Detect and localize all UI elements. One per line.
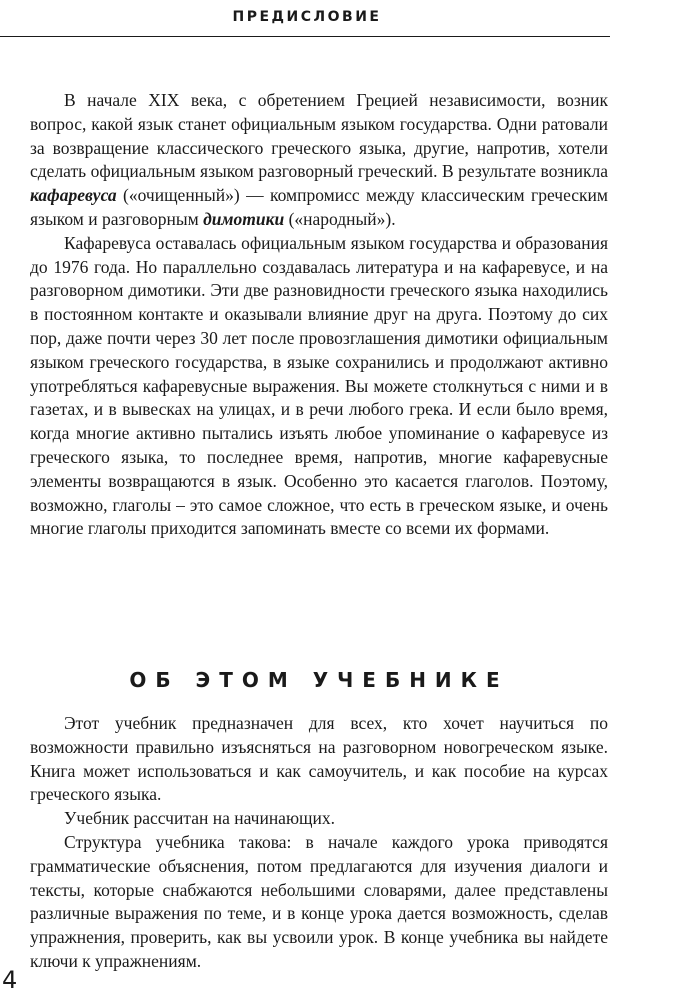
page-number: 4 xyxy=(2,966,18,994)
section-paragraph-2: Учебник рассчитан на начинающих. xyxy=(64,808,335,829)
term-katharevousa: кафаревуса xyxy=(30,185,117,206)
section-heading: ОБ ЭТОМ УЧЕБНИКЕ xyxy=(129,668,509,692)
header-rule xyxy=(0,36,610,37)
intro-text xyxy=(30,89,608,541)
intro-p1-text-3: («народный»). xyxy=(284,208,396,229)
intro-paragraph-1 xyxy=(30,89,608,232)
term-dimotiki: димотики xyxy=(203,208,285,229)
intro-p1-text-2: («очищенный») — компромисс между классическим греческим языком и разговорным xyxy=(30,185,608,229)
section-text xyxy=(30,712,608,974)
running-title: ПРЕДИСЛОВИЕ xyxy=(232,9,382,25)
running-header xyxy=(0,0,676,40)
intro-paragraph-2: Кафаревуса оставалась официальным языком государства и образования до 1976 года. Но параллельно создавалась литература и на кафаревусе, и на разговорном димотики. Эти две разновидности греческого языка находились в постоянном контакте и оказывали влияние друг на друга. Поэтому до сих пор, даже почти через 30 лет после провозглашения димотики официальным языком греческого государства, в языке сохранились и продолжают активно употребляться кафаревусные выражения. Вы можете столкнуться с ними и в газетах, и в вывесках на улицах, и в речи любого грека. И если было время, когда многие активно пытались изъять любое упоминание о кафаревусе из греческого языка, то последнее время, напротив, многие кафаревусные элементы возвращаются в язык. Особенно это касается глаголов. Поэтому, возможно, глаголы – это самое сложное, что есть в греческом языке, и очень многие глаголы приходится запоминать вместе со всеми их формами. xyxy=(30,232,608,539)
intro-p1-text-1: В начале XIX века, с обретением Грецией независимости, возник вопрос, какой язык станет официальным языком государства. Одни ратовали за возвращение классического греческого языка, другие, напротив, хотели сделать официальным языком разговорный греческий. В результате возникла xyxy=(30,90,608,182)
section-paragraph-1: Этот учебник предназначен для всех, кто хочет научиться по возможности правильно изъясняться на разговорном новогреческом языке. Книга может использоваться и как самоучитель, и как пособие на курсах греческого языка. xyxy=(30,713,608,805)
section-paragraph-3: Структура учебника такова: в начале каждого урока приводятся грамматические объяснения, потом предлагаются для изучения диалоги и тексты, которые снабжаются небольшими словарями, далее представлены различные выражения по теме, и в конце урока дается возможность, сделав упражнения, проверить, как вы усвоили урок. В конце учебника вы найдете ключи к упражнениям. xyxy=(30,831,608,971)
